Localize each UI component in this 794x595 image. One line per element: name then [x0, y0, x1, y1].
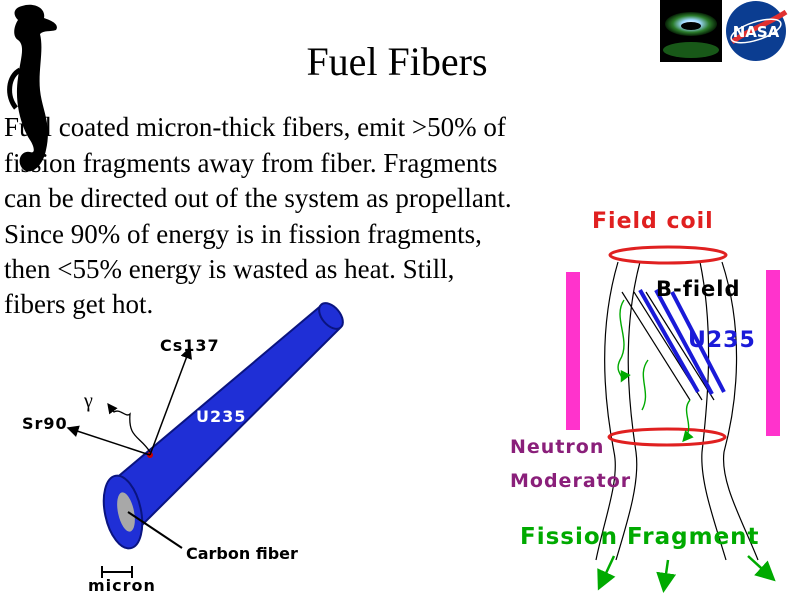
sr90-label: Sr90 — [22, 414, 68, 433]
body-line-1: Fuel coated micron-thick fibers, emit >50% of — [4, 112, 506, 142]
fission-fragment-label: Fission Fragment — [520, 524, 760, 550]
moderator-label: Moderator — [510, 470, 632, 492]
micron-label: micron — [88, 576, 156, 595]
body-line-5: then <55% energy is wasted as heat. Still, — [4, 254, 455, 284]
moderator-wall-left — [566, 272, 580, 430]
neutron-label: Neutron — [510, 436, 605, 458]
slide-title: Fuel Fibers — [306, 39, 488, 84]
moderator-wall-right — [766, 270, 780, 436]
fragment-exit-arrows — [600, 556, 772, 588]
body-line-3: can be directed out of the system as propellant. — [4, 183, 512, 213]
body-line-2: fission fragments away from fiber. Fragments — [4, 148, 498, 178]
gamma-label: γ — [84, 390, 93, 412]
b-field-label: B-field — [656, 277, 741, 301]
u235-label: U235 — [688, 328, 756, 353]
body-line-4: Since 90% of energy is in fission fragments, — [4, 219, 482, 249]
gamma-wave — [108, 404, 150, 452]
seahorse-logo — [10, 5, 57, 172]
sr90-arrow — [68, 428, 150, 455]
field-coil-bottom — [609, 429, 725, 445]
field-coil-label: Field coil — [592, 209, 714, 234]
svg-text:NASA: NASA — [732, 23, 780, 41]
carbon-fiber-label: Carbon fiber — [186, 544, 298, 563]
fiber-u235-label: U235 — [196, 407, 247, 426]
cs137-label: Cs137 — [160, 336, 220, 355]
body-line-6: fibers get hot. — [4, 289, 154, 319]
field-coil-top — [610, 247, 726, 263]
